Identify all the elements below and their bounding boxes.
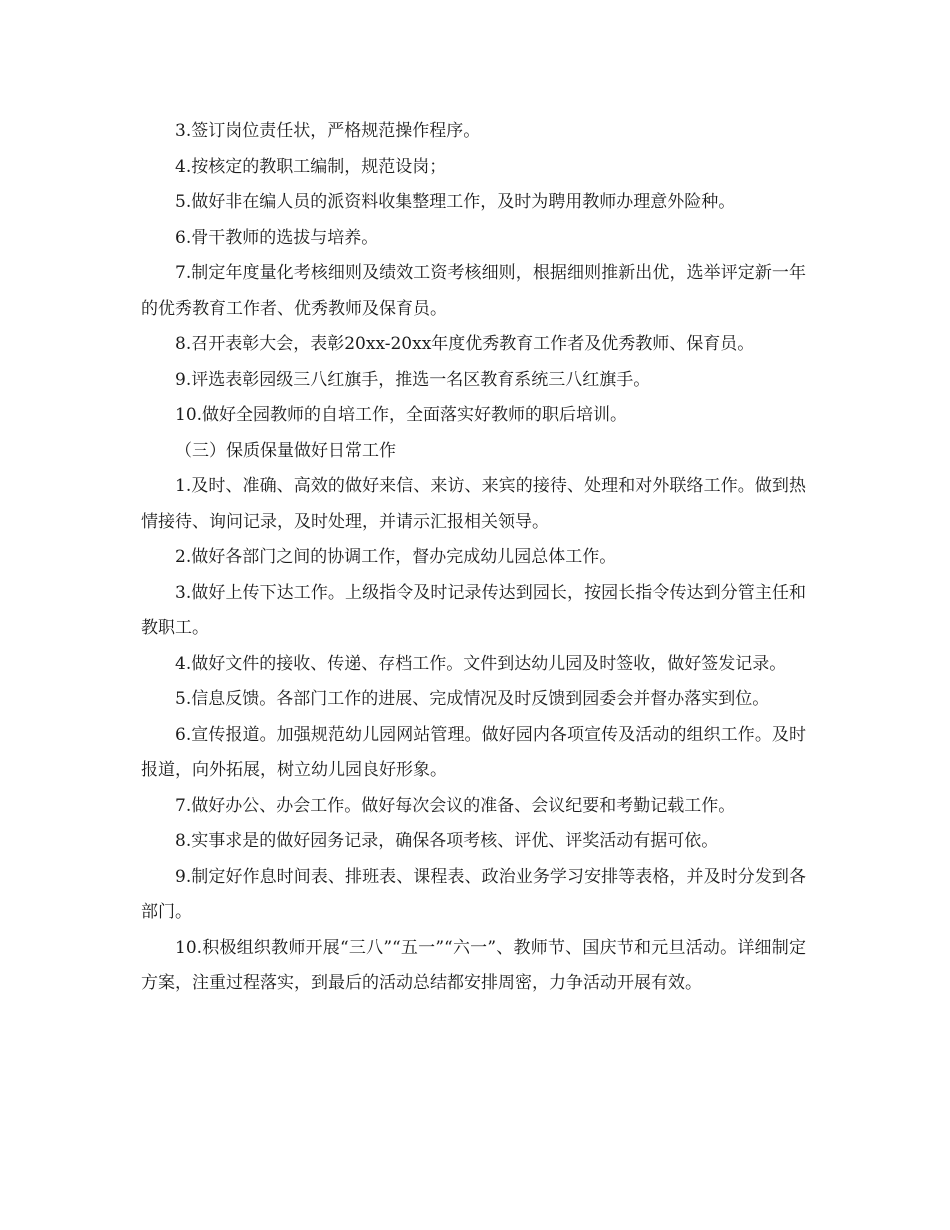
paragraph-daily-3-communication: 3.做好上传下达工作。上级指令及时记录传达到园长，按园长指令传达到分管主任和教职工。 <box>141 582 806 638</box>
paragraph-daily-10-activities: 10.积极组织教师开展“三八”“五一”“六一”、教师节、国庆节和元旦活动。详细制定方案，注重过程落实，到最后的活动总结都安排周密，力争活动开展有效。 <box>141 937 806 993</box>
paragraph-daily-7-meetings: 7.做好办公、办会工作。做好每次会议的准备、会议纪要和考勤记载工作。 <box>175 795 736 816</box>
paragraph-daily-6-publicity: 6.宣传报道。加强规范幼儿园网站管理。做好园内各项宣传及活动的组织工作。及时报道，向外拓展，树立幼儿园良好形象。 <box>141 724 806 780</box>
paragraph-item-4-staffing: 4.按核定的教职工编制，规范设岗； <box>175 156 447 177</box>
document-body <box>141 114 806 1002</box>
paragraph-item-6-backbone-teachers: 6.骨干教师的选拔与培养。 <box>175 227 379 248</box>
paragraph-item-9-red-banner: 9.评选表彰园级三八红旗手，推选一名区教育系统三八红旗手。 <box>175 369 651 390</box>
paragraph-daily-1-reception: 1.及时、准确、高效的做好来信、来访、来宾的接待、处理和对外联络工作。做到热情接待、询问记录，及时处理，并请示汇报相关领导。 <box>141 476 806 532</box>
paragraph-item-3-responsibility: 3.签订岗位责任状，严格规范操作程序。 <box>175 121 481 141</box>
section-heading-daily-work: （三）保质保量做好日常工作 <box>175 440 396 461</box>
paragraph-daily-8-records: 8.实事求是的做好园务记录，确保各项考核、评优、评奖活动有据可依。 <box>175 831 719 851</box>
paragraph-item-5-insurance: 5.做好非在编人员的派资料收集整理工作，及时为聘用教师办理意外险种。 <box>175 192 736 212</box>
paragraph-item-7-assessment: 7.制定年度量化考核细则及绩效工资考核细则，根据细则推新出优，选举评定新一年的优秀教育工作者、优秀教师及保育员。 <box>141 263 806 319</box>
paragraph-daily-4-documents: 4.做好文件的接收、传递、存档工作。文件到达幼儿园及时签收，做好签发记录。 <box>175 653 787 674</box>
paragraph-item-8-commendation: 8.召开表彰大会，表彰20xx-20xx年度优秀教育工作者及优秀教师、保育员。 <box>175 334 755 354</box>
paragraph-item-10-training: 10.做好全园教师的自培工作，全面落实好教师的职后培训。 <box>175 405 628 425</box>
paragraph-daily-2-coordination: 2.做好各部门之间的协调工作，督办完成幼儿园总体工作。 <box>175 547 617 567</box>
paragraph-daily-5-feedback: 5.信息反馈。各部门工作的进展、完成情况及时反馈到园委会并督办落实到位。 <box>175 689 770 709</box>
paragraph-daily-9-schedules: 9.制定好作息时间表、排班表、课程表、政治业务学习安排等表格，并及时分发到各部门。 <box>141 866 806 922</box>
